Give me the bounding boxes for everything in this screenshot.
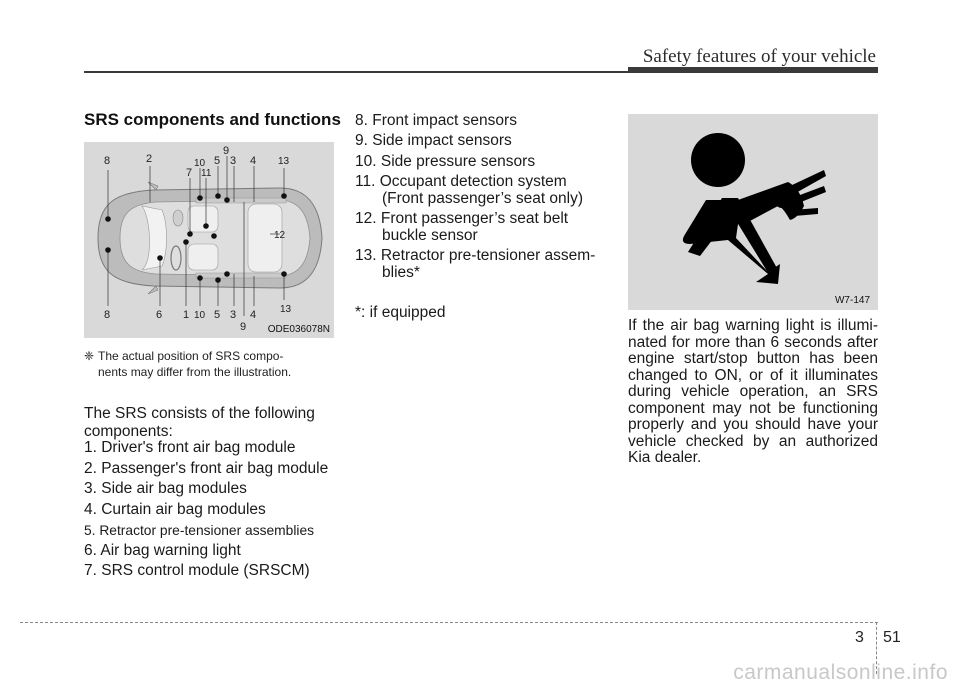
callout-5-bottom: 5 [214,309,221,321]
note-line-1: The actual position of SRS compo- [98,349,284,363]
callout-8-top: 8 [104,155,111,167]
callout-2: 2 [146,153,153,165]
note-symbol: ❈ [84,349,95,363]
footnote: *: if equipped [355,304,446,321]
callout-11: 11 [201,168,212,179]
component-item-2: 2. Passenger's front air bag module [84,460,329,477]
callout-3-top: 3 [230,155,237,167]
figure-code: W7-147 [834,295,870,306]
component-item-11: 11. Occupant detection system [355,173,567,190]
callout-9-bottom: 9 [240,321,247,333]
srs-components-figure [84,142,334,338]
component-item-13: 13. Retractor pre-tensioner assem- [355,247,596,264]
component-item-13-continued: blies* [382,264,420,281]
callout-7: 7 [186,167,193,179]
callout-6: 6 [156,309,163,321]
callout-1: 1 [183,309,190,321]
component-item-7: 7. SRS control module (SRSCM) [84,562,310,579]
airbag-warning-icon [628,114,878,310]
callout-13-bottom: 13 [280,304,292,315]
callout-10-bottom: 10 [194,310,206,321]
callout-8-bottom: 8 [104,309,111,321]
callout-10-top: 10 [194,158,206,169]
callout-3-bottom: 3 [230,309,237,321]
car-top-view-illustration [84,142,334,338]
callout-13-top: 13 [278,156,290,167]
car-outline [98,182,322,294]
intro-line-2: components: [84,423,173,440]
header-title: Safety features of your vehicle [642,46,876,67]
callout-5-top: 5 [214,155,221,167]
component-item-9: 9. Side impact sensors [355,132,512,149]
intro-line-1: The SRS consists of the following [84,405,315,422]
figure-code: ODE036078N [267,324,330,335]
component-item-12: 12. Front passenger’s seat belt [355,210,569,227]
header-rule [84,71,630,73]
component-item-11-continued: (Front passenger’s seat only) [382,190,584,207]
airbag-warning-figure [628,114,878,310]
warning-light-paragraph: If the air bag warning light is illumi-nated for more than 6 seconds after engine start/stop button has been changed to ON, or of it illuminates during vehicle operation, an SRS component may not be functioning properly and you should have your vehicle checked by an authorized Kia dealer. [628,317,878,466]
component-item-3: 3. Side air bag modules [84,480,247,497]
component-item-6: 6. Air bag warning light [84,542,241,559]
component-item-10: 10. Side pressure sensors [355,153,536,170]
page-number: 51 [883,629,901,646]
component-item-5: 5. Retractor pre-tensioner assemblies [84,523,315,538]
watermark: carmanualsonline.info [733,661,948,684]
note-line-2: nents may differ from the illustration. [98,365,292,379]
component-item-1: 1. Driver's front air bag module [84,439,296,456]
footer-rule [20,622,878,623]
callout-4-top: 4 [250,155,257,167]
callout-4-bottom: 4 [250,309,257,321]
section-title: SRS components and functions [84,110,341,129]
callout-12: 12 [274,230,286,241]
callout-9-top: 9 [223,145,230,157]
component-item-4: 4. Curtain air bag modules [84,501,266,518]
component-item-8: 8. Front impact sensors [355,112,517,129]
component-item-12-continued: buckle sensor [382,227,478,244]
header-rule-accent [628,67,878,73]
page-chapter: 3 [855,629,864,646]
